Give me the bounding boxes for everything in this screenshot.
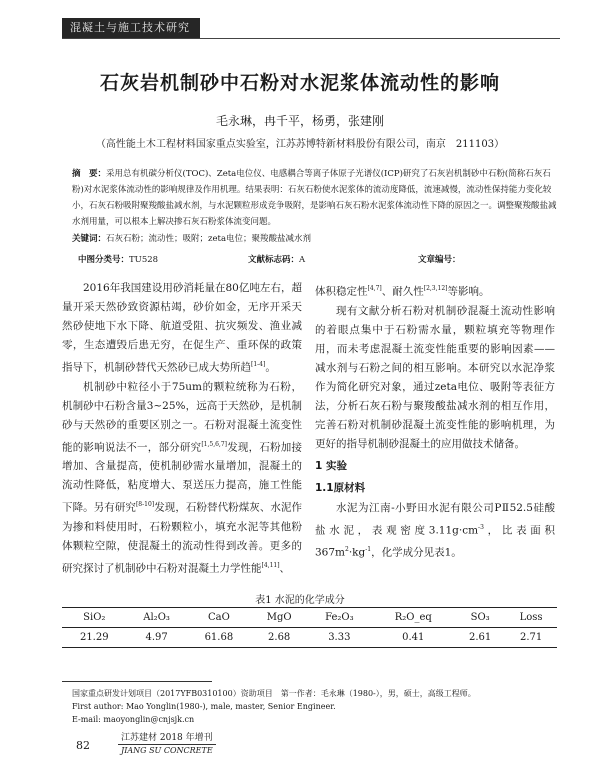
doc-label: 文献标志码： [248, 255, 300, 265]
right-column [315, 279, 555, 563]
banner-rule [62, 38, 560, 39]
abstract-text: 采用总有机碳分析仪(TOC)、Zeta电位仪、电感耦合等离子体原子光谱仪(ICP)研究了石灰岩机制砂中石粉(简称石灰石粉)对水泥浆体流动性的影响规律及作用机理。结果表明：石灰石粉使水泥浆体的流动度降低，流速减慢，流动性保持能力变化较小，石灰石粉吸附聚羧酸盐减水剂，与水泥颗粒形成竞争吸附，是影响石灰石粉水泥浆体流动性下降的原因之一。调整聚羧酸盐减水剂用量，可以根本上解决掺石灰石粉浆体流变问题。 [72, 169, 557, 227]
paragraph-2: 机制砂中粒径小于75um的颗粒统称为石粉，机制砂中石粉含量3~25%，远高于天然砂，是机制砂与天然砂的重要区别之一。石粉对混凝土流变性能的影响说法不一，部分研究[1,5,6,7]发现，石粉加接增加、含量提高，使机制砂需水量增加，混凝土的流动性降低，粘度增大、泵送压力提高，施工性能下降。另有研究[8-10]发现，石粉替代粉煤灰、水泥作为掺和料使用时，石粉颗粒小，填充水泥等其他粉体颗粒空隙，使混凝土的流动性得到改善。更多的研究探讨了机制砂中石粉对混凝土力学性能[4,11]、 [62, 380, 303, 574]
table-cell: 2.71 [519, 632, 543, 643]
subsection-heading-materials: 1.1原材料 [315, 481, 366, 494]
table-header-cell: SO₃ [470, 612, 490, 623]
clc-label: 中图分类号： [78, 255, 130, 265]
affiliation: （高性能土木工程材料国家重点实验室，江苏苏博特新材料股份有限公司，南京 211103） [95, 139, 505, 150]
left-column [62, 279, 302, 578]
table-cell: 2.68 [268, 632, 291, 643]
table-cell: 21.29 [79, 632, 109, 643]
section-banner: 混凝土与施工技术研究 [62, 18, 200, 38]
authors: 毛永琳，冉千平，杨勇，张建刚 [215, 114, 384, 128]
keywords [72, 232, 560, 244]
footnote-author-en: First author: Mao Yonglin(1980-), male, master, Senior Engineer. [72, 702, 336, 711]
table-cell: 4.97 [145, 632, 168, 643]
table-header-row [62, 608, 557, 628]
doc-value: A [299, 255, 306, 265]
paragraph-3: 体积稳定性[4,7]、耐久性[2,3,12]等影响。 [315, 285, 490, 298]
table-cell: 0.41 [402, 632, 425, 643]
table-header-cell: CaO [207, 612, 230, 623]
table-row [62, 628, 557, 648]
keywords-label: 关键词： [72, 234, 107, 244]
journal-name-en: JIANG SU CONCRETE [121, 746, 213, 755]
table-header-cell: SiO₂ [83, 612, 106, 623]
footnote-email: E-mail: maoyonglin@cnjsjk.cn [72, 715, 195, 724]
table-header-cell: Fe₂O₃ [325, 612, 354, 623]
paragraph-1: 2016年我国建设用砂消耗量在80亿吨左右，超量开采天然砂致资源枯竭，砂价如金，无序开采天然砂使地下水下降、航道受阻、抗灾频发、渔业减零，生态遭毁后患无穷，在促生产、重环保的政策指导下，机制砂替代天然砂已成大势所趋[1-4]。 [62, 282, 302, 374]
article-no-label: 文章编号： [418, 255, 461, 265]
table-header-cell: MgO [266, 612, 292, 623]
section-heading-experiment: 1 实验 [315, 459, 347, 472]
paper-title: 石灰岩机制砂中石粉对水泥浆体流动性的影响 [99, 72, 500, 94]
table-header-cell: Loss [519, 612, 543, 623]
abstract-label: 摘 要： [72, 169, 107, 179]
keywords-text: 石灰石粉；流动性；吸附；zeta电位；聚羧酸盐减水剂 [106, 234, 312, 244]
footnote-rule [62, 681, 212, 682]
chemical-composition-table [62, 607, 557, 648]
journal-name-cn: 江苏建材 2018 年增刊 [118, 733, 216, 745]
table-cell: 2.61 [468, 632, 492, 643]
table-caption: 表1 水泥的化学成分 [255, 595, 345, 606]
table-header-cell: Al₂O₃ [143, 612, 170, 623]
paragraph-4: 现有文献分析石粉对机制砂混凝土流动性影响的着眼点集中于石粉需水量，颗粒填充等物理作用，而未考虑混凝土流变性能重要的影响因素——减水剂与石粉之间的相互影响。本研究以水泥净浆作为简化研究对象，通过zeta电位、吸附等表征方法，分析石灰石粉与聚羧酸盐减水剂的相互作用，完善石粉对机制砂混凝土流变性能的影响机理，为更好的指导机制砂混凝土的应用做技术储备。 [315, 304, 555, 450]
table-cell: 61.68 [204, 632, 234, 643]
article-meta [78, 253, 578, 265]
page-number: 82 [76, 739, 90, 752]
journal-footer [118, 733, 216, 756]
table-cell: 3.33 [328, 632, 351, 643]
abstract [72, 166, 560, 230]
footnote-funding: 国家重点研发计划项目（2017YFB0310100）资助项目 第一作者：毛永琳（1980-），男，硕士，高级工程师。 [72, 689, 476, 698]
clc-value: TU528 [129, 255, 159, 265]
table-header-cell: R₂O_eq [394, 612, 432, 623]
paragraph-5: 水泥为江南-小野田水泥有限公司PⅡ52.5硅酸盐水泥，表观密度$3.11g\cdot cm^{-3}$，比表面积$367m^2\cdot kg^{-1}$，化学成分见表1。 [315, 501, 556, 559]
